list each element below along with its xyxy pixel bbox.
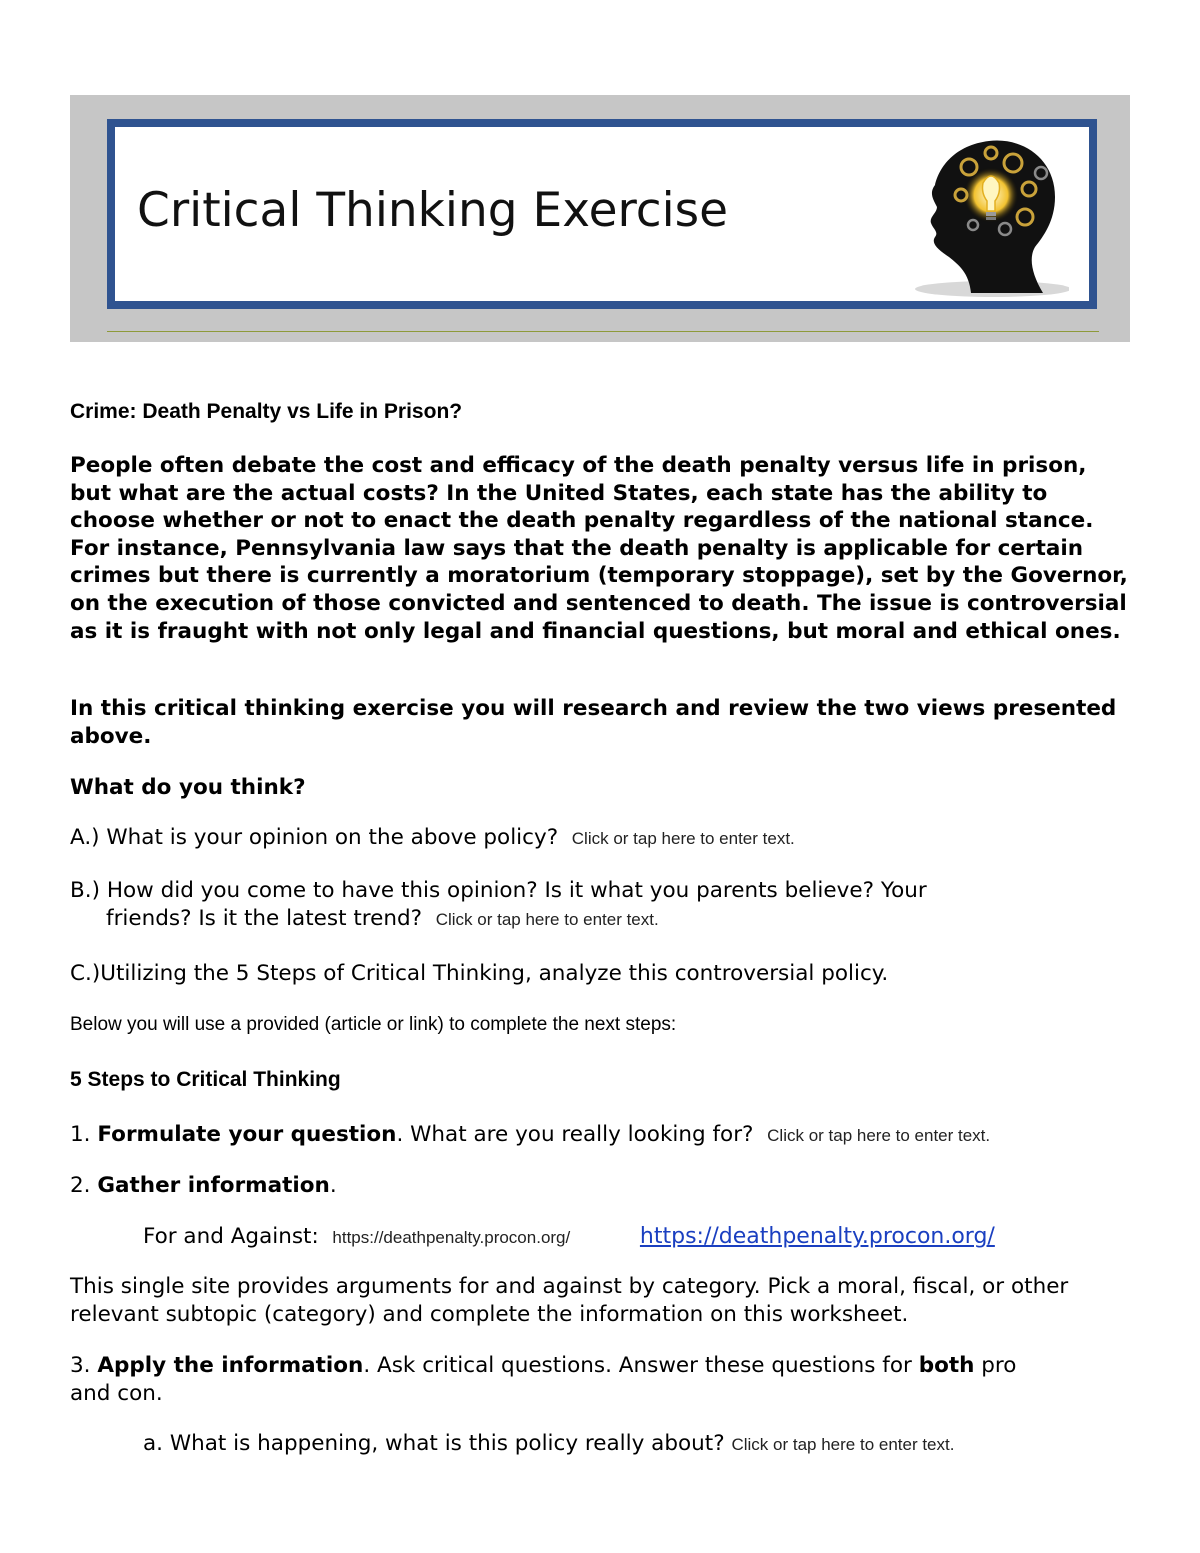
question-c-label: C.)	[70, 961, 101, 986]
step-3-bold2: both	[918, 1353, 975, 1378]
question-a	[70, 824, 1130, 853]
step-2-bold: Gather information	[97, 1173, 330, 1198]
answer-b-field[interactable]: Click or tap here to enter text.	[435, 910, 659, 929]
answer-step-1-field[interactable]: Click or tap here to enter text.	[767, 1126, 991, 1145]
step-3-bold: Apply the information	[97, 1353, 364, 1378]
banner-frame	[107, 119, 1097, 309]
crime-heading: Crime: Death Penalty vs Life in Prison?	[70, 400, 463, 423]
question-c	[70, 960, 1130, 988]
step-1-number: 1.	[70, 1122, 91, 1147]
for-against-label: For and Against:	[143, 1224, 319, 1249]
question-c-text: Utilizing the 5 Steps of Critical Thinking, analyze this controversial policy.	[100, 961, 889, 986]
step-1-text: . What are you really looking for?	[396, 1122, 754, 1147]
step-2	[70, 1172, 1130, 1200]
answer-step-3a-field[interactable]: Click or tap here to enter text.	[731, 1435, 955, 1454]
step-3	[70, 1352, 1130, 1408]
step-1-bold: Formulate your question	[97, 1122, 397, 1147]
question-a-text: What is your opinion on the above policy?	[106, 825, 559, 850]
step-2-number: 2.	[70, 1173, 91, 1198]
question-b-label: B.)	[70, 878, 100, 903]
head-lightbulb-gears-icon	[909, 133, 1069, 297]
step-3a-text: a. What is happening, what is this policy really about?	[143, 1431, 725, 1456]
step-3-number: 3.	[70, 1353, 91, 1378]
steps-heading: 5 Steps to Critical Thinking	[70, 1068, 341, 1091]
procon-link[interactable]: https://deathpenalty.procon.org/	[639, 1224, 995, 1249]
header-banner	[70, 95, 1130, 342]
step-3-text1: . Ask critical questions. Answer these questions for	[363, 1353, 919, 1378]
below-instructions: Below you will use a provided (article or link) to complete the next steps:	[70, 1014, 677, 1035]
step-1	[70, 1121, 1130, 1150]
for-and-against-row	[143, 1223, 1133, 1252]
for-against-small-url: https://deathpenalty.procon.org/	[332, 1228, 571, 1247]
site-paragraph: This single site provides arguments for and against by category. Pick a moral, fiscal, or other relevant subtopic (category) and complete the information on this worksheet.	[70, 1274, 1069, 1327]
question-b	[70, 877, 1130, 934]
step-3a	[143, 1430, 1133, 1459]
page-title: Critical Thinking Exercise	[137, 183, 729, 238]
question-b-line2: friends? Is it the latest trend?	[106, 906, 423, 931]
step-3-text2: pro	[974, 1353, 1017, 1378]
intro-paragraph: People often debate the cost and efficacy of the death penalty versus life in prison, but what are the actual costs? In the United States, each state has the ability to choose whether or not to enact the death penalty regardless of the national stance. For instance, Pennsylvania law says that the death penalty is applicable for certain crimes but there is currently a moratorium (temporary stoppage), set by the Governor, on the execution of those convicted and sentenced to death. The issue is controversial as it is fraught with not only legal and financial questions, but moral and ethical ones.	[70, 453, 1128, 644]
step-3-line2: and con.	[70, 1381, 163, 1406]
question-a-label: A.)	[70, 825, 100, 850]
what-do-you-think-heading: What do you think?	[70, 775, 306, 800]
exercise-paragraph: In this critical thinking exercise you will research and review the two views presented above.	[70, 696, 1117, 749]
question-b-line1: How did you come to have this opinion? Is it what you parents believe? Your	[106, 878, 927, 903]
answer-a-field[interactable]: Click or tap here to enter text.	[571, 829, 795, 848]
step-2-text: .	[329, 1173, 337, 1198]
banner-rule	[107, 331, 1099, 332]
